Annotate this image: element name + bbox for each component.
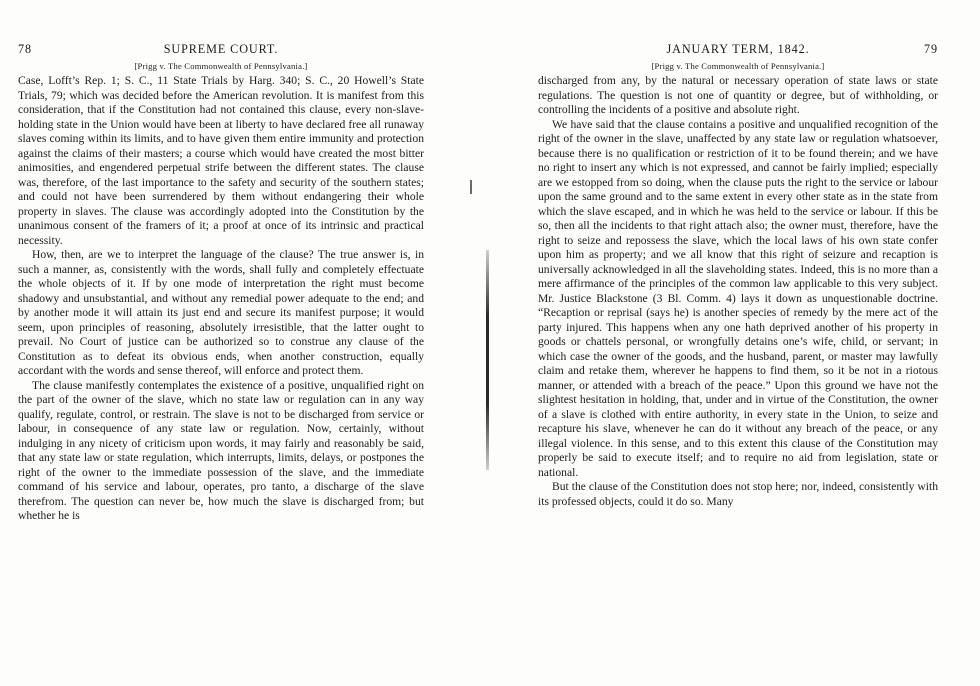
left-page-header — [18, 42, 424, 60]
left-paragraph-1: Case, Lofft’s Rep. 1; S. C., 11 State Trials by Harg. 340; S. C., 20 Howell’s State Trials, 79; which was decided before the American revolution. It is manifest from this consideration, that if the Constitution had not contained this clause, every non-slave-holding state in the Union would have been at liberty to have declared free all runaway slaves coming within its limits, and to have given them entire immunity and protection against the claims of their masters; a course which would have created the most bitter animosities, and engendered perpetual strife between the different states. The clause was, therefore, of the last importance to the safety and security of the southern states; and could not have been surrendered by them without endangering their whole property in slaves. The clause was accordingly adopted into the Constitution by the unanimous consent of the framers of it; a proof at once of its intrinsic and practical necessity. — [18, 74, 424, 247]
right-page — [490, 0, 980, 686]
left-page-number: 78 — [18, 42, 32, 56]
right-page-header — [538, 42, 938, 60]
left-paragraph-3: The clause manifestly contemplates the existence of a positive, unqualified right on the part of the owner of the slave, which no state law or regulation can in any way qualify, regulate, control, or restrain. The slave is not to be discharged from service or labour, in consequence of any state law or regulation. Now, certainly, without indulging in any nicety of criticism upon words, it may fairly and reasonably be said, that any state law or state regulation, which interrupts, limits, delays, or postpones the right of the owner to the immediate possession of the slave, and the immediate command of his service and labour, operates, pro tanto, a discharge of the slave therefrom. The question can never be, how much the slave is discharged from; but whether he is — [18, 378, 424, 522]
right-page-body — [538, 74, 938, 509]
right-running-head: JANUARY TERM, 1842. — [666, 42, 810, 56]
left-page-body — [18, 74, 424, 524]
right-paragraph-1: discharged from any, by the natural or necessary operation of state laws or state regulations. The question is not one of quantity or degree, but of withholding, or controlling the incidents of a positive and absolute right. — [538, 74, 938, 116]
right-paragraph-2: We have said that the clause contains a positive and unqualified recognition of the right of the owner in the slave, unaffected by any state law or regulation whatsoever, because there is no qualification or restriction of it to be found therein; and we have no right to insert any which is not expressed, and cannot be fairly implied; especially are we estopped from so doing, when the clause puts the right to the service or labour upon the same ground and to the same extent in every other state as in the state from which the slave escaped, and in which he was held to the service or labour. If this be so, then all the incidents to that right attach also; the owner must, therefore, have the right to seize and repossess the slave, which the local laws of his own state confer upon him as property; and we all know that this right of seizure and recaption is universally acknowledged in all the slaveholding states. Indeed, this is no more than a mere affirmance of the principles of the common law applicable to this very subject. Mr. Justice Blackstone (3 Bl. Comm. 4) lays it down as unquestionable doctrine. “Recaption or reprisal (says he) is another species of remedy by the mere act of the party injured. This happens when any one hath deprived another of his property in goods or chattels personal, or wrongfully detains one’s wife, child, or servant; in which case the owner of the goods, and the husband, parent, or master may lawfully claim and retake them, wherever he happens to find them, so it be not in a riotous manner, or attended with a breach of the peace.” Upon this ground we have not the slightest hesitation in holding, that, under and in virtue of the Constitution, the owner of a slave is clothed with entire authority, in every state in the Union, to seize and recapture his slave, whenever he can do it without any breach of the peace, or any illegal violence. In this sense, and to this extent this clause of the Constitution may properly be said to execute itself; and to require no aid from legislation, state or national. — [538, 117, 938, 479]
left-case-caption: [Prigg v. The Commonwealth of Pennsylvania.] — [134, 61, 308, 71]
book-gutter — [486, 250, 489, 470]
left-running-head: SUPREME COURT. — [163, 42, 279, 56]
right-page-number: 79 — [924, 42, 938, 56]
right-paragraph-3: But the clause of the Constitution does not stop here; nor, indeed, consistently with its professed objects, could it do so. Many — [538, 480, 938, 508]
right-case-caption: [Prigg v. The Commonwealth of Pennsylvania.] — [651, 61, 825, 71]
left-paragraph-2: How, then, are we to interpret the language of the clause? The true answer is, in such a manner, as, consistently with the words, shall fully and completely effectuate the whole objects of it. If by one mode of interpretation the right must become shadowy and unsubstantial, and without any remedial power adequate to the end; and by another mode it will attain its just end and secure its manifest purpose; it would seem, upon principles of reasoning, absolutely irresistible, that the latter ought to prevail. No Court of justice can be authorized so to construe any clause of the Constitution as to defeat its obvious ends, when another construction, equally accordant with the words and sense thereof, will enforce and protect them. — [18, 248, 424, 377]
gutter-mark — [470, 180, 472, 194]
